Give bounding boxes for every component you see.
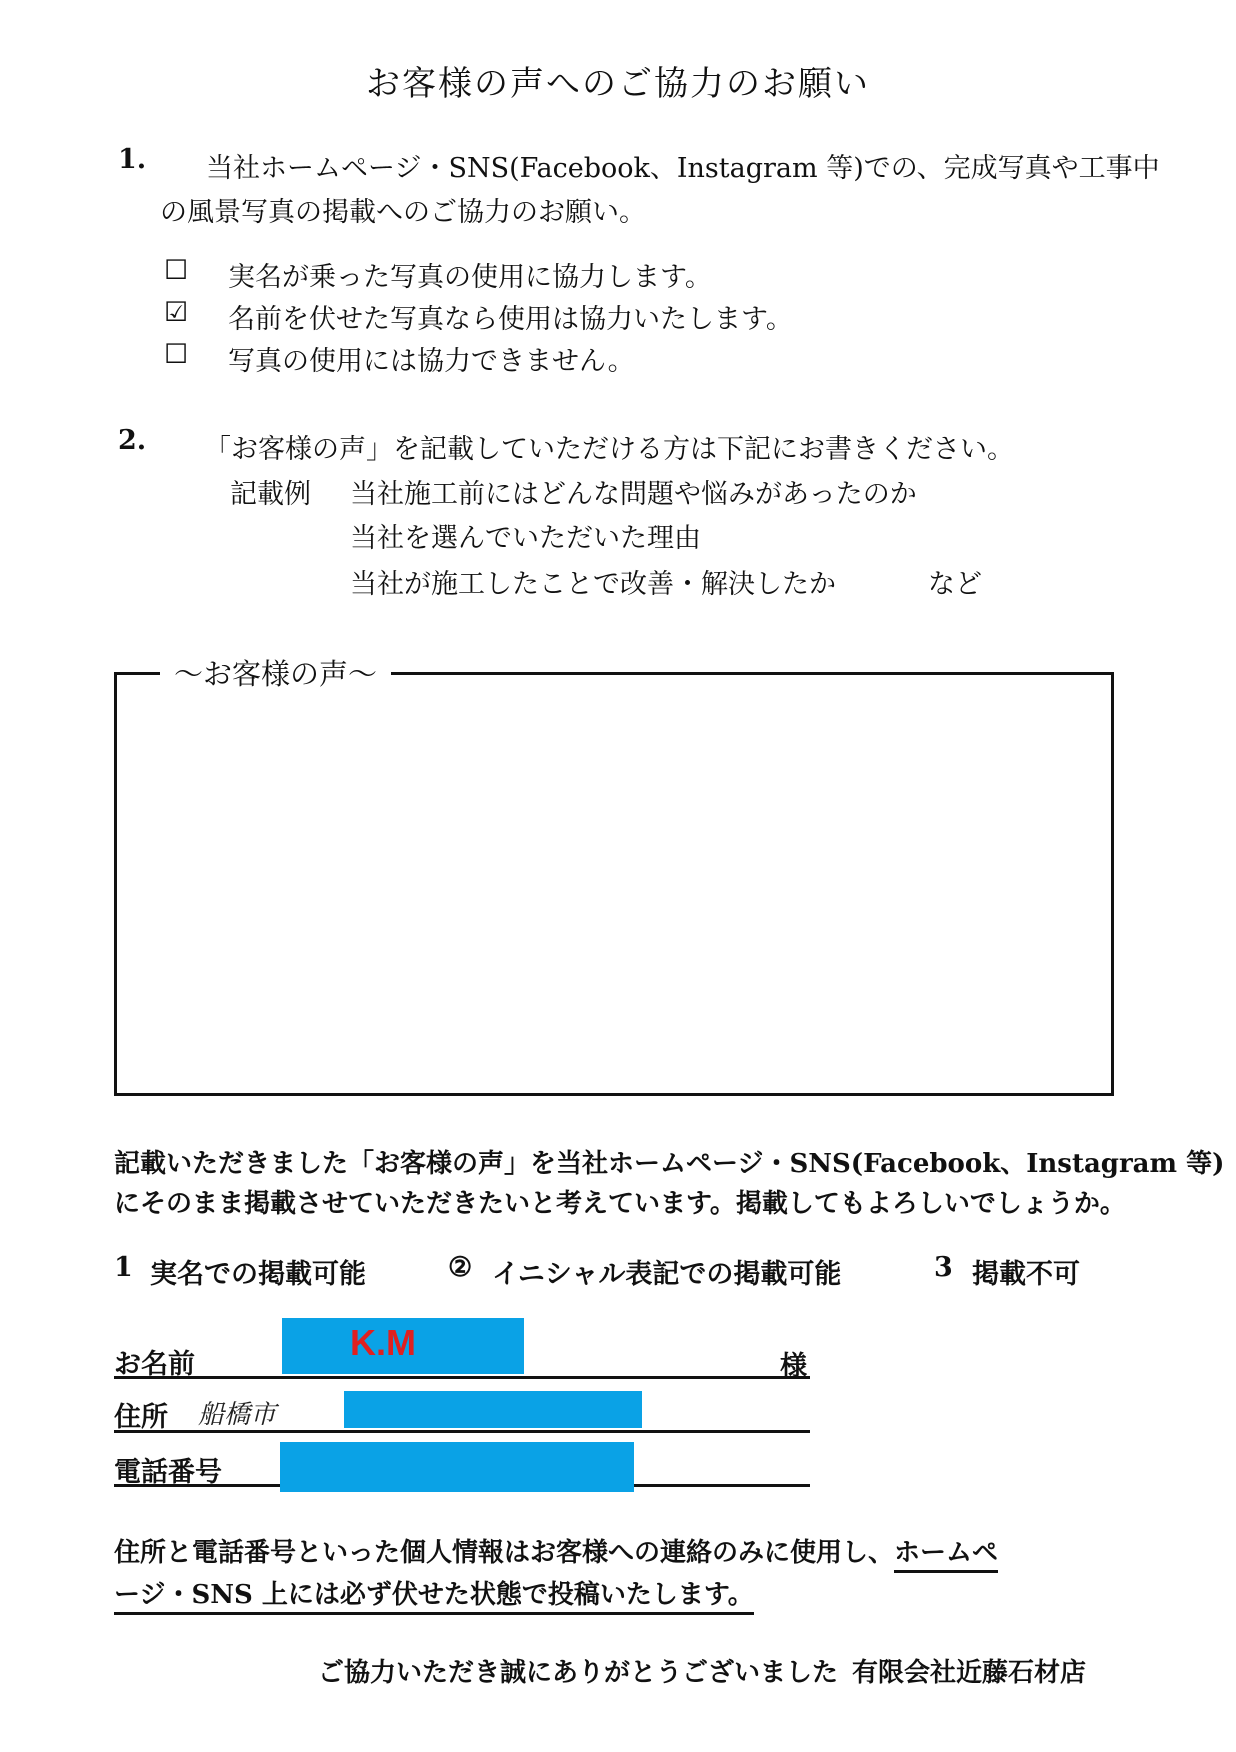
customer-voice-box[interactable] <box>114 672 1114 1096</box>
privacy-line2: ージ・SNS 上には必ず伏せた状態で投稿いたします。 <box>114 1580 754 1615</box>
name-label: お名前 <box>114 1349 195 1380</box>
privacy-line1: 住所と電話番号といった個人情報はお客様への連絡のみに使用し、 <box>114 1538 895 1568</box>
section-2-intro: 「お客様の声」を記載していただける方は下記にお書きください。 <box>204 434 1014 465</box>
name-suffix: 様 <box>780 1351 807 1382</box>
consent-option-2-label: イニシャル表記での掲載可能 <box>492 1259 842 1290</box>
photo-option-2-label: 名前を伏せた写真なら使用は協力いたします。 <box>228 304 793 335</box>
privacy-line1-underlined: ホームペ <box>894 1538 998 1573</box>
consent-option-1-number[interactable]: 1 <box>114 1252 133 1283</box>
photo-option-3-checkbox[interactable]: ☐ <box>164 339 189 370</box>
footer-thanks: ご協力いただき誠にありがとうございました <box>318 1658 839 1688</box>
example-etc: など <box>928 569 982 600</box>
address-underline <box>114 1430 810 1433</box>
consent-line1: 記載いただきました「お客様の声」を当社ホームページ・SNS(Facebook、Instagram 等) <box>114 1149 1225 1179</box>
photo-option-3-label: 写真の使用には協力できません。 <box>228 346 635 377</box>
photo-option-1-checkbox[interactable]: ☐ <box>164 255 189 286</box>
customer-voice-legend: ～お客様の声～ <box>160 652 391 693</box>
phone-redaction[interactable] <box>280 1442 634 1492</box>
consent-line2: にそのまま掲載させていただきたいと考えています。掲載してもよろしいでしょうか。 <box>114 1189 1126 1219</box>
consent-option-2-number[interactable]: ② <box>448 1252 473 1283</box>
address-redaction <box>344 1391 642 1428</box>
photo-option-2-checkbox[interactable]: ☑ <box>164 297 189 328</box>
phone-label: 電話番号 <box>114 1457 222 1488</box>
section-2-number: 2. <box>118 425 147 456</box>
consent-option-1-label: 実名での掲載可能 <box>150 1259 366 1290</box>
example-3: 当社が施工したことで改善・解決したか <box>350 569 836 600</box>
example-1: 当社施工前にはどんな問題や悩みがあったのか <box>350 479 917 510</box>
section-1-line2: の風景写真の掲載へのご協力のお願い。 <box>160 197 646 228</box>
address-label: 住所 <box>114 1402 168 1433</box>
consent-option-3-number[interactable]: 3 <box>934 1252 953 1283</box>
page-title: お客様の声へのご協力のお願い <box>366 64 870 104</box>
consent-option-3-label: 掲載不可 <box>972 1259 1080 1290</box>
section-1-number: 1. <box>118 144 147 175</box>
footer-company: 有限会社近藤石材店 <box>852 1658 1087 1688</box>
photo-option-1-label: 実名が乗った写真の使用に協力します。 <box>228 262 712 293</box>
example-2: 当社を選んでいただいた理由 <box>350 523 701 554</box>
section-1-line1: 当社ホームページ・SNS(Facebook、Instagram 等)での、完成写真や工事中 <box>206 153 1160 184</box>
address-handwritten[interactable]: 船橋市 <box>198 1400 277 1430</box>
name-initials[interactable]: K.M <box>350 1322 416 1363</box>
example-label: 記載例 <box>230 479 311 510</box>
name-underline <box>114 1376 810 1379</box>
